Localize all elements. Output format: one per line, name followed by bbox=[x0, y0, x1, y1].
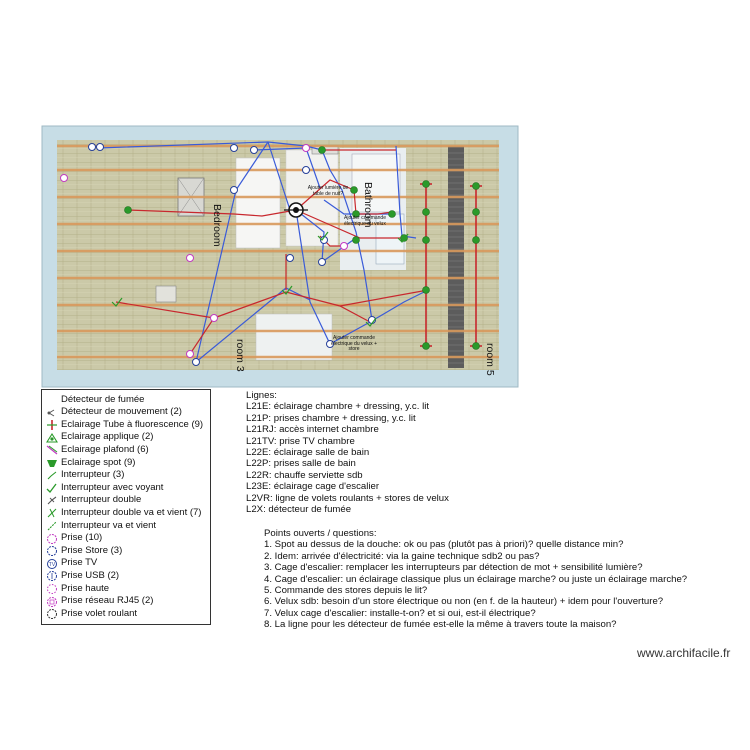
usb-socket-icon bbox=[45, 569, 59, 581]
legend-item bbox=[42, 469, 124, 481]
tv-socket-icon bbox=[45, 557, 59, 569]
legend-label: Prise (10) bbox=[61, 532, 103, 544]
questions-title: Points ouverts / questions: bbox=[264, 528, 377, 539]
legend-item bbox=[42, 607, 137, 619]
bed-area bbox=[236, 158, 280, 248]
legend-item bbox=[42, 557, 97, 569]
spot-light-icon bbox=[45, 456, 59, 468]
room-label-bedroom: Bedroom bbox=[211, 204, 223, 247]
legend-label: Prise haute bbox=[61, 582, 110, 594]
legend-label: Détecteur de mouvement (2) bbox=[61, 406, 182, 418]
legend-item bbox=[42, 406, 182, 418]
legend-label: Eclairage spot (9) bbox=[61, 456, 136, 468]
legend-label: Prise USB (2) bbox=[61, 569, 120, 581]
legend-item bbox=[42, 456, 135, 468]
two-way-switch-icon bbox=[45, 519, 59, 531]
question-item: 6. Velux sdb: besoin d'un store électrique ou non (en f. de la hauteur) + idem pour l'ouverture? bbox=[264, 596, 664, 608]
question-item: 4. Cage d'escalier: un éclairage classique plus un éclairage marche? ou juste un éclairage marche? bbox=[264, 573, 688, 585]
line-item: L23E: éclairage cage d'escalier bbox=[246, 481, 380, 493]
legend-label: Interrupteur avec voyant bbox=[61, 481, 164, 493]
legend-label: Eclairage plafond (6) bbox=[61, 443, 149, 455]
high-socket-icon bbox=[45, 582, 59, 594]
question-item: 1. Spot au dessus de la douche: ok ou pas (plutôt pas à priori)? quelle distance min? bbox=[264, 539, 624, 551]
question-item: 7. Velux cage d'escalier: installe-t-on? et si oui, est-il électrique? bbox=[264, 607, 536, 619]
legend-label: Interrupteur va et vient bbox=[61, 519, 157, 531]
legend-item bbox=[42, 481, 163, 493]
line-item: L22E: éclairage salle de bain bbox=[246, 447, 370, 459]
room-label-room3: room 3 bbox=[234, 339, 246, 372]
legend-item bbox=[42, 494, 141, 506]
shutter-socket-icon bbox=[45, 607, 59, 619]
legend-label: Prise volet roulant bbox=[61, 607, 138, 619]
legend-label: Détecteur de fumée bbox=[61, 393, 145, 405]
line-item: L21P: prises chambre + dressing, y.c. lit bbox=[246, 412, 416, 424]
line-item: L22P: prises salle de bain bbox=[246, 458, 356, 470]
legend-label: Interrupteur double va et vient (7) bbox=[61, 506, 202, 518]
plan-note-1: Ajouter lumière de table de nuit? bbox=[307, 185, 349, 197]
room-label-bathroom: Bathroom bbox=[362, 182, 374, 228]
question-item: 5. Commande des stores depuis le lit? bbox=[264, 585, 428, 597]
rj45-socket-icon bbox=[45, 595, 59, 607]
question-item: 8. La ligne pour les détecteur de fumée est-elle la même à travers toute la maison? bbox=[264, 619, 617, 631]
legend-item bbox=[42, 506, 201, 518]
legend-item bbox=[42, 519, 156, 531]
legend-item bbox=[42, 544, 122, 556]
stair-strip bbox=[448, 146, 464, 368]
legend-item bbox=[42, 431, 153, 443]
legend-item bbox=[42, 418, 203, 430]
svg-text:TV: TV bbox=[48, 561, 56, 568]
wall-light-icon bbox=[45, 431, 59, 443]
socket-icon bbox=[45, 532, 59, 544]
legend-item bbox=[42, 595, 153, 607]
line-item: L2X: détecteur de fumée bbox=[246, 504, 352, 516]
legend-label: Interrupteur double bbox=[61, 494, 142, 506]
blind-socket-icon bbox=[45, 544, 59, 556]
lines-title: Lignes: bbox=[246, 390, 277, 401]
double-switch-icon bbox=[45, 494, 59, 506]
lines-list bbox=[246, 390, 449, 515]
legend-label: Prise réseau RJ45 (2) bbox=[61, 595, 154, 607]
line-item: L22R: chauffe serviette sdb bbox=[246, 469, 363, 481]
line-item: L2VR: ligne de volets roulants + stores de velux bbox=[246, 492, 449, 504]
velux-window-2 bbox=[156, 286, 176, 302]
question-item: 2. Idem: arrivée d'électricité: via la gaine technique sdb2 ou pas? bbox=[264, 550, 540, 562]
legend-label: Prise Store (3) bbox=[61, 544, 123, 556]
switch-icon bbox=[45, 469, 59, 481]
double-two-way-switch-icon bbox=[45, 506, 59, 518]
line-item: L21RJ: accès internet chambre bbox=[246, 424, 379, 436]
ceiling-light-icon bbox=[45, 443, 59, 455]
watermark[interactable]: www.archifacile.fr bbox=[637, 646, 731, 660]
legend-label: Interrupteur (3) bbox=[61, 469, 125, 481]
legend-item bbox=[42, 532, 102, 544]
switch-indicator-icon bbox=[45, 481, 59, 493]
smoke-detector-icon bbox=[45, 393, 59, 405]
room3-furniture bbox=[256, 314, 332, 360]
legend-label: Eclairage Tube à fluorescence (9) bbox=[61, 418, 204, 430]
legend-label: Eclairage applique (2) bbox=[61, 431, 154, 443]
line-item: L21E: éclairage chambre + dressing, y.c. lit bbox=[246, 401, 429, 413]
legend bbox=[41, 389, 211, 625]
legend-item bbox=[42, 443, 149, 455]
room-label-room5: room 5 bbox=[484, 343, 496, 376]
question-item: 3. Cage d'escalier: remplacer les interrupteurs par détection de mot + sensibilité lumière? bbox=[264, 562, 643, 574]
legend-item bbox=[42, 393, 144, 405]
motion-detector-icon bbox=[45, 406, 59, 418]
bathroom-fixture bbox=[352, 154, 400, 212]
legend-item bbox=[42, 582, 109, 594]
legend-label: Prise TV bbox=[61, 557, 98, 569]
line-item: L21TV: prise TV chambre bbox=[246, 435, 355, 447]
fluorescent-tube-icon bbox=[45, 418, 59, 430]
questions-list bbox=[264, 528, 687, 631]
legend-item bbox=[42, 569, 119, 581]
plan-note-3: Ajouter commande électrique du velux + store bbox=[330, 335, 377, 352]
plan-note-2: Ajouter commande électrique du velux bbox=[344, 215, 386, 227]
